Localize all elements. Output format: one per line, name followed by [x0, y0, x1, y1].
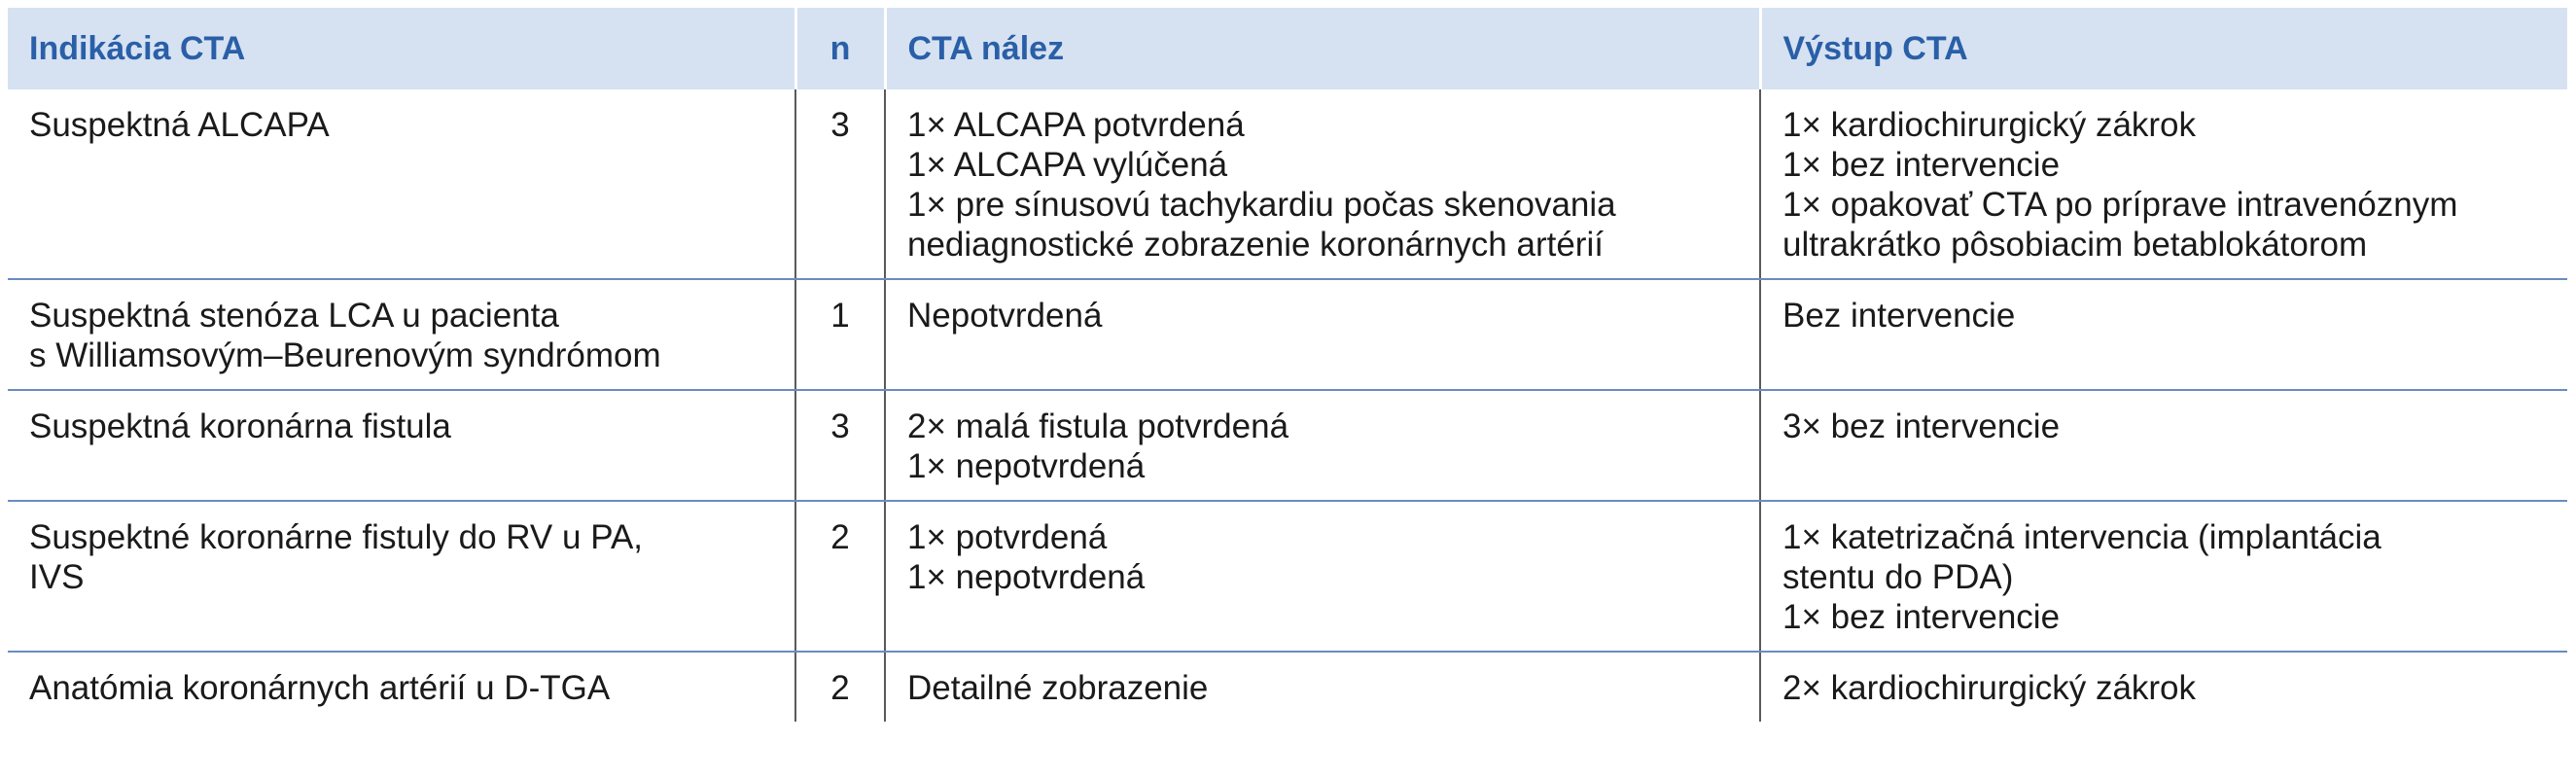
cell-line: 1× nepotvrdená: [907, 447, 1146, 485]
header-row: [8, 8, 2567, 89]
table-row: [8, 279, 2567, 390]
cell-n: 3: [795, 89, 885, 279]
table-row: [8, 390, 2567, 501]
cell-finding: [885, 279, 1760, 390]
cell-outcome: [1760, 652, 2567, 722]
header-indication: Indikácia CTA: [29, 29, 246, 67]
cell-line: 1× ALCAPA vylúčená: [907, 146, 1228, 184]
cell-line: s Williamsovým–Beurenovým syndrómom: [29, 336, 661, 374]
header-n: n: [795, 8, 885, 89]
cell-line: IVS: [29, 558, 85, 596]
cell-line: 1× bez intervencie: [1782, 598, 2061, 636]
cell-line: Suspektná ALCAPA: [29, 106, 330, 144]
cell-outcome: [1760, 279, 2567, 390]
cell-line: stentu do PDA): [1782, 558, 2014, 596]
cell-line: 1× bez intervencie: [1782, 146, 2061, 184]
cell-line: Suspektná stenóza LCA u pacienta: [29, 297, 559, 335]
cell-indication: [8, 501, 795, 652]
cell-line: 1× ALCAPA potvrdená: [907, 106, 1245, 144]
cell-line: Nepotvrdená: [907, 297, 1103, 335]
cell-indication: [8, 279, 795, 390]
cell-n: 2: [795, 501, 885, 652]
cell-finding: [885, 89, 1760, 279]
cell-line: nediagnostické zobrazenie koronárnych artérií: [907, 226, 1604, 264]
cell-line: ultrakrátko pôsobiacim betablokátorom: [1782, 226, 2368, 264]
cell-line: 1× potvrdená: [907, 518, 1108, 556]
cell-line: 1× pre sínusovú tachykardiu počas skenovania: [907, 186, 1616, 224]
cell-n: 1: [795, 279, 885, 390]
cell-line: 1× nepotvrdená: [907, 558, 1146, 596]
cell-finding: [885, 652, 1760, 722]
cell-line: Suspektné koronárne fistuly do RV u PA,: [29, 518, 644, 556]
cell-line: 1× opakovať CTA po príprave intravenóznym: [1782, 186, 2458, 224]
cell-outcome: [1760, 501, 2567, 652]
cta-table: [8, 8, 2567, 722]
table-header: [8, 8, 2567, 89]
cell-line: 1× kardiochirurgický zákrok: [1782, 106, 2197, 144]
cell-indication: [8, 89, 795, 279]
table-row: [8, 89, 2567, 279]
cell-finding: [885, 501, 1760, 652]
cell-outcome: [1760, 390, 2567, 501]
cell-line: 1× katetrizačná intervencia (implantácia: [1782, 518, 2382, 556]
header-outcome: Výstup CTA: [1760, 8, 2567, 89]
cell-line: 2× kardiochirurgický zákrok: [1782, 669, 2197, 707]
cell-n: 3: [795, 390, 885, 501]
table-row: [8, 501, 2567, 652]
cell-line: 2× malá fistula potvrdená: [907, 407, 1289, 445]
table-body: [8, 89, 2567, 722]
cell-outcome: [1760, 89, 2567, 279]
cell-line: Anatómia koronárnych artérií u D-TGA: [29, 669, 611, 707]
table-row: [8, 652, 2567, 722]
cell-line: Suspektná koronárna fistula: [29, 407, 451, 445]
cell-n: 2: [795, 652, 885, 722]
cell-finding: [885, 390, 1760, 501]
cell-indication: [8, 652, 795, 722]
cell-indication: [8, 390, 795, 501]
cell-line: Bez intervencie: [1782, 297, 2016, 335]
header-finding: CTA nález: [885, 8, 1760, 89]
cta-table-container: [8, 8, 2567, 722]
cell-line: Detailné zobrazenie: [907, 669, 1209, 707]
cell-line: 3× bez intervencie: [1782, 407, 2061, 445]
